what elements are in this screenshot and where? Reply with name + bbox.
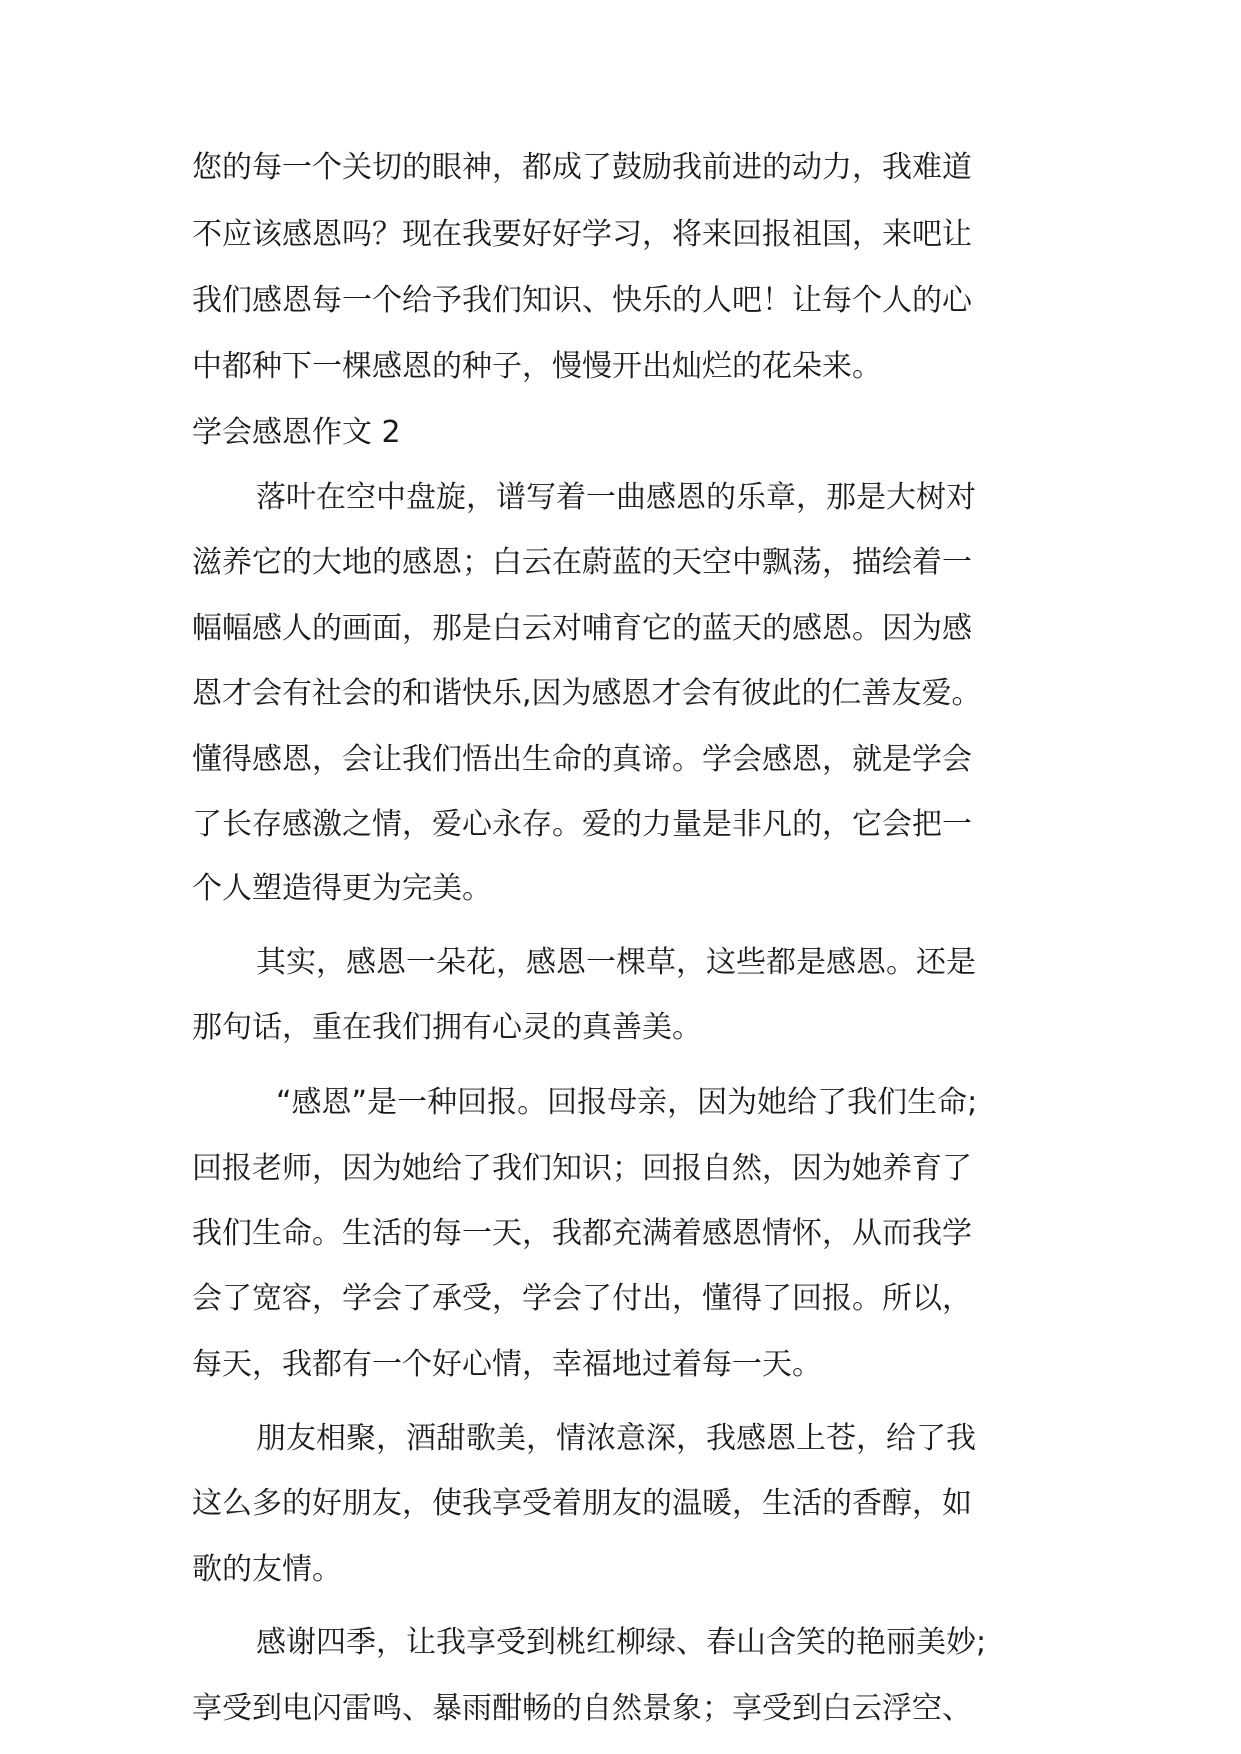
- text-line: 享受到电闪雷鸣、暴雨酣畅的自然景象；享受到白云浮空、: [192, 1691, 972, 1726]
- text-line: 不应该感恩吗？现在我要好好学习，将来回报祖国，来吧让: [192, 217, 972, 252]
- text-line: 每天，我都有一个好心情，幸福地过着每一天。: [192, 1347, 822, 1382]
- text-line: 歌的友情。: [192, 1552, 342, 1587]
- text-line: 那句话，重在我们拥有心灵的真善美。: [192, 1010, 702, 1045]
- text-line: 我们生命。生活的每一天，我都充满着感恩情怀，从而我学: [192, 1216, 972, 1251]
- text-line: 您的每一个关切的眼神，都成了鼓励我前进的动力，我难道: [192, 150, 972, 185]
- text-line: 朋友相聚，酒甜歌美，情浓意深，我感恩上苍，给了我: [256, 1421, 976, 1456]
- text-line: 中都种下一棵感恩的种子，慢慢开出灿烂的花朵来。: [192, 349, 882, 384]
- text-line: 我们感恩每一个给予我们知识、快乐的人吧！让每个人的心: [192, 283, 972, 318]
- text-line: 落叶在空中盘旋，谱写着一曲感恩的乐章，那是大树对: [256, 480, 976, 515]
- text-line: 回报老师，因为她给了我们知识；回报自然，因为她养育了: [192, 1151, 972, 1186]
- text-line: 幅幅感人的画面，那是白云对哺育它的蓝天的感恩。因为感: [192, 611, 972, 646]
- text-line: 滋养它的大地的感恩；白云在蔚蓝的天空中飘荡，描绘着一: [192, 545, 972, 580]
- text-line: 懂得感恩，会让我们悟出生命的真谛。学会感恩，就是学会: [192, 742, 972, 777]
- text-line: 这么多的好朋友，使我享受着朋友的温暖，生活的香醇，如: [192, 1486, 972, 1521]
- text-line: 了长存感激之情，爱心永存。爱的力量是非凡的，它会把一: [192, 807, 972, 842]
- text-line: 感谢四季，让我享受到桃红柳绿、春山含笑的艳丽美妙;: [256, 1625, 987, 1660]
- text-line: 会了宽容，学会了承受，学会了付出，懂得了回报。所以，: [192, 1281, 972, 1316]
- text-line: “感恩”是一种回报。回报母亲，因为她给了我们生命;: [276, 1085, 978, 1120]
- text-line: 其实，感恩一朵花，感恩一棵草，这些都是感恩。还是: [256, 945, 976, 980]
- text-line: 个人塑造得更为完美。: [192, 871, 492, 906]
- text-line: 恩才会有社会的和谐快乐,因为感恩才会有彼此的仁善友爱。: [192, 676, 982, 711]
- section-heading: 学会感恩作文 2: [192, 415, 401, 450]
